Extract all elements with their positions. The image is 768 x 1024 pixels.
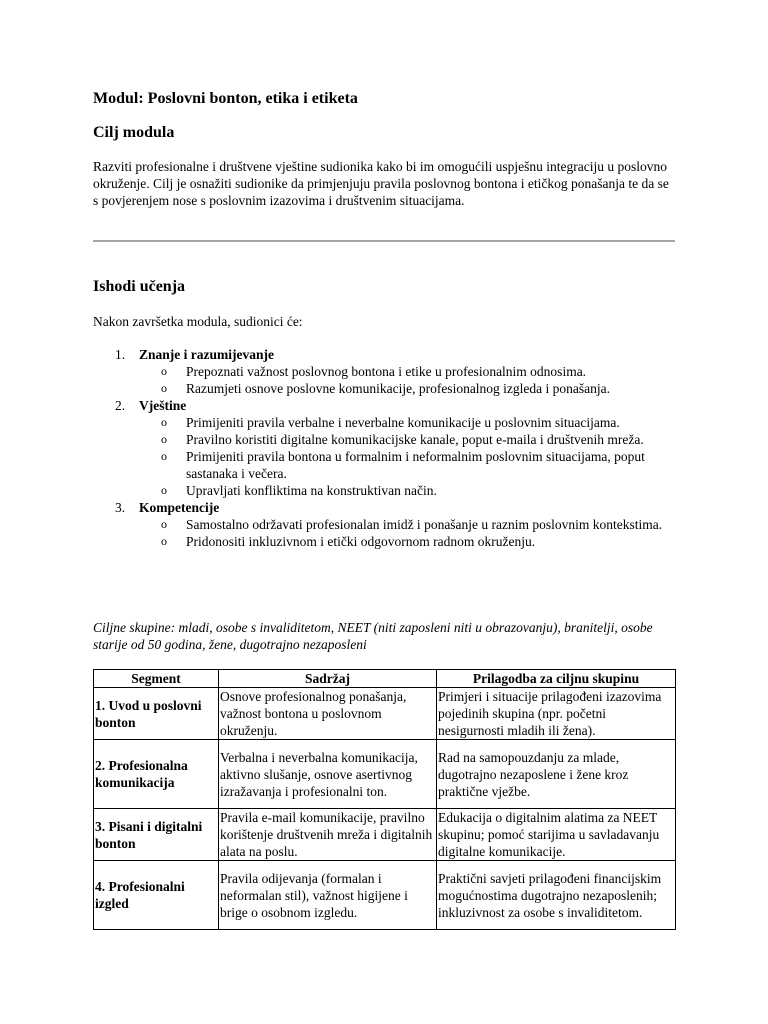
outcome-items bbox=[139, 516, 675, 550]
adaptation-cell: Primjeri i situacije prilagođeni izazovima pojedinih skupina (npr. početni nesigurnosti mladih ili žena). bbox=[437, 688, 676, 740]
segment-cell: 2. Profesionalna komunikacija bbox=[94, 740, 219, 809]
target-groups: Ciljne skupine: mladi, osobe s invaliditetom, NEET (niti zaposleni niti u obrazovanju), branitelji, osobe starije od 50 godina, žene, dugotrajno nezaposleni bbox=[93, 620, 653, 652]
segment-cell: 4. Profesionalni izgled bbox=[94, 861, 219, 930]
bullet-icon: o bbox=[161, 432, 167, 446]
content-cell: Pravila e-mail komunikacije, pravilno korištenje društvenih mreža i digitalnih alata na poslu. bbox=[219, 809, 437, 861]
table-row bbox=[94, 740, 676, 809]
goal-paragraph: Razviti profesionalne i društvene vještine sudionika kako bi im omogućili uspješnu integraciju u poslovno okruženje. Cilj je osnažiti sudionike da primjenjuju pravila poslovnog bontona i etičkog ponašanja te da se s povjerenjem nose s poslovnim izazovima i društvenim situacijama. bbox=[93, 159, 669, 208]
module-table bbox=[93, 669, 676, 930]
outcome-heading: Kompetencije bbox=[139, 500, 220, 515]
outcome-item-text: Prepoznati važnost poslovnog bontona i etike u profesionalnim odnosima. bbox=[186, 364, 587, 379]
adaptation-cell: Praktični savjeti prilagođeni financijskim mogućnostima dugotrajno nezaposlenih; inkluzivnost za osobe s invaliditetom. bbox=[437, 861, 676, 930]
outcome-item-text: Upravljati konfliktima na konstruktivan način. bbox=[186, 483, 437, 498]
outcomes-lead: Nakon završetka modula, sudionici će: bbox=[93, 314, 303, 329]
bullet-icon: o bbox=[161, 517, 167, 531]
table-row bbox=[94, 861, 676, 930]
outcome-group bbox=[93, 346, 675, 397]
outcome-item bbox=[139, 380, 686, 397]
outcome-item-text: Primijeniti pravila bontona u formalnim i neformalnim poslovnim situacijama, poput sastanaka i večera. bbox=[186, 449, 645, 481]
outcome-item bbox=[139, 363, 686, 380]
outcome-item bbox=[139, 414, 686, 431]
outcome-group bbox=[93, 499, 675, 550]
bullet-icon: o bbox=[161, 381, 167, 395]
outcome-heading: Vještine bbox=[139, 398, 187, 413]
outcome-number: 1. bbox=[115, 347, 126, 362]
outcome-items bbox=[139, 363, 675, 397]
column-header-segment: Segment bbox=[94, 670, 219, 688]
outcome-item bbox=[139, 448, 686, 482]
outcome-item bbox=[139, 431, 686, 448]
table-row bbox=[94, 809, 676, 861]
content-cell: Pravila odijevanja (formalan i neformalan stil), važnost higijene i brige o osobnom izgledu. bbox=[219, 861, 437, 930]
goal-heading: Cilj modula bbox=[93, 124, 175, 141]
bullet-icon: o bbox=[161, 415, 167, 429]
bullet-icon: o bbox=[161, 364, 167, 378]
outcome-item-text: Razumjeti osnove poslovne komunikacije, profesionalnog izgleda i ponašanja. bbox=[186, 381, 611, 396]
outcomes-list bbox=[93, 346, 675, 550]
outcome-item-text: Pridonositi inkluzivnom i etički odgovornom radnom okruženju. bbox=[186, 534, 536, 549]
outcomes-heading: Ishodi učenja bbox=[93, 278, 186, 295]
outcome-item-text: Samostalno održavati profesionalan imidž i ponašanje u raznim poslovnim kontekstima. bbox=[186, 517, 663, 532]
content-cell: Verbalna i neverbalna komunikacija, aktivno slušanje, osnove asertivnog izražavanja i profesionalni ton. bbox=[219, 740, 437, 809]
column-header-content: Sadržaj bbox=[219, 670, 437, 688]
outcome-items bbox=[139, 414, 675, 499]
bullet-icon: o bbox=[161, 449, 167, 463]
module-title: Modul: Poslovni bonton, etika i etiketa bbox=[93, 90, 358, 107]
column-header-adaptation: Prilagodba za ciljnu skupinu bbox=[437, 670, 676, 688]
adaptation-cell: Rad na samopouzdanju za mlade, dugotrajno nezaposlene i žene kroz praktične vježbe. bbox=[437, 740, 676, 809]
outcome-number: 2. bbox=[115, 398, 126, 413]
outcome-item bbox=[139, 533, 686, 550]
outcome-heading: Znanje i razumijevanje bbox=[139, 347, 274, 362]
outcome-item-text: Primijeniti pravila verbalne i neverbalne komunikacije u poslovnim situacijama. bbox=[186, 415, 620, 430]
bullet-icon: o bbox=[161, 483, 167, 497]
segment-cell: 1. Uvod u poslovni bonton bbox=[94, 688, 219, 740]
outcome-group bbox=[93, 397, 675, 499]
adaptation-cell: Edukacija o digitalnim alatima za NEET skupinu; pomoć starijima u savladavanju digitalne komunikacije. bbox=[437, 809, 676, 861]
outcome-item bbox=[139, 516, 686, 533]
outcome-item bbox=[139, 482, 686, 499]
content-cell: Osnove profesionalnog ponašanja, važnost bontona u poslovnom okruženju. bbox=[219, 688, 437, 740]
outcome-item-text: Pravilno koristiti digitalne komunikacijske kanale, poput e-maila i društvenih mreža. bbox=[186, 432, 644, 447]
section-divider bbox=[93, 240, 675, 242]
outcome-number: 3. bbox=[115, 500, 126, 515]
table-row bbox=[94, 688, 676, 740]
segment-cell: 3. Pisani i digitalni bonton bbox=[94, 809, 219, 861]
table-header-row bbox=[94, 670, 676, 688]
bullet-icon: o bbox=[161, 534, 167, 548]
